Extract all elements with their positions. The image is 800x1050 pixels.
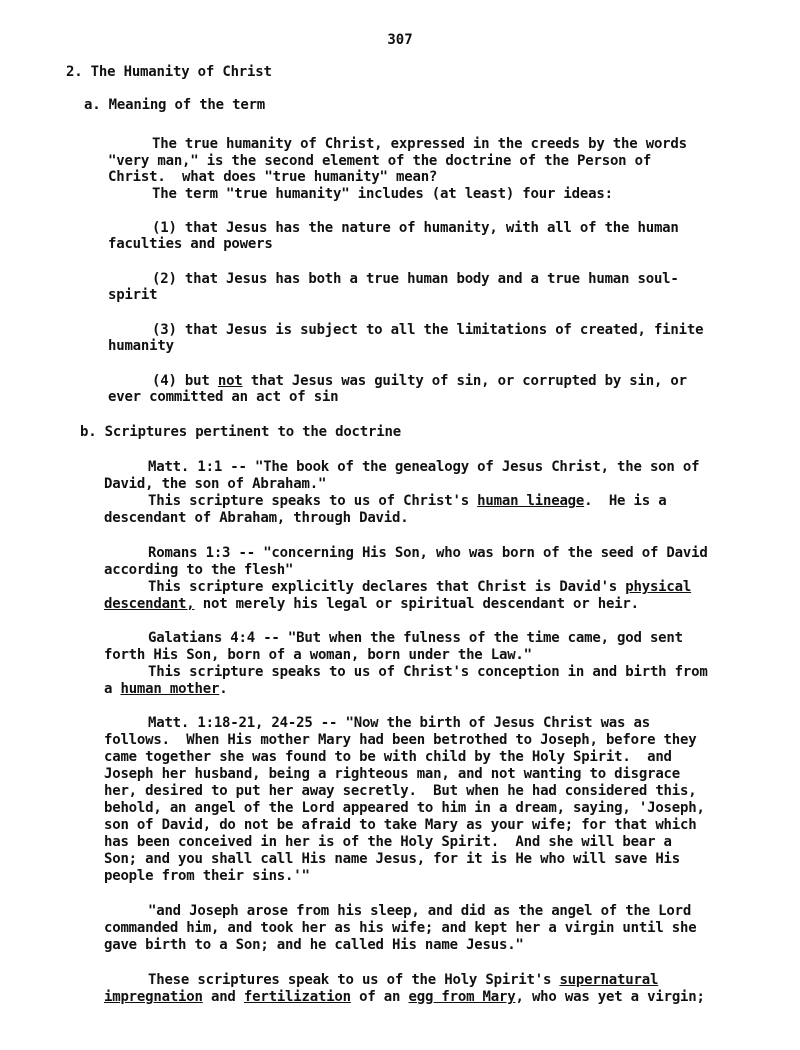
- meaning-line-4: The term "true humanity" includes (at least) four ideas:: [152, 186, 613, 202]
- matt-1-1-comment: This scripture speaks to us of Christ's: [148, 493, 478, 509]
- romans-1-3-comment-rest: not merely his legal or spiritual descendant or heir.: [194, 596, 639, 612]
- matt-1-1-line-2: David, the son of Abraham.": [104, 476, 327, 492]
- subsection-a-heading: a. Meaning of the term: [84, 97, 266, 113]
- idea-2-line-1: (2) that Jesus has both a true human body and a true human soul-: [152, 271, 679, 287]
- matt-1-24-line-2: commanded him, and took her as his wife; and kept her a virgin until she: [104, 920, 697, 936]
- underlined-fertilization: fertilization: [243, 989, 351, 1005]
- idea-2-line-2: spirit: [108, 287, 158, 303]
- meaning-line-3: Christ. what does "true humanity" mean?: [108, 169, 438, 185]
- romans-1-3-comment: This scripture explicitly declares that Christ is David's: [148, 579, 626, 595]
- idea-1-line-2: faculties and powers: [108, 236, 273, 252]
- matt-1-18-line-9: Son; and you shall call His name Jesus, for it is He who will save His: [104, 851, 681, 867]
- matt-1-18-line-8: has been conceived in her is of the Holy Spirit. And she will bear a: [104, 834, 672, 850]
- galatians-4-4-suffix: .: [219, 681, 228, 697]
- matt-1-18-line-6: behold, an angel of the Lord appeared to him in a dream, saying, 'Joseph,: [104, 800, 705, 816]
- matt-1-1-line-1: Matt. 1:1 -- "The book of the genealogy of Jesus Christ, the son of: [148, 459, 700, 475]
- matt-1-18-line-1: Matt. 1:18-21, 24-25 -- "Now the birth of Jesus Christ was as: [148, 715, 650, 731]
- galatians-4-4-line-3: This scripture speaks to us of Christ's conception in and birth from: [148, 664, 708, 680]
- romans-1-3-line-4: [104, 596, 639, 613]
- romans-1-3-line-3: [148, 579, 691, 596]
- idea-1-line-1: (1) that Jesus has the nature of humanity, with all of the human: [152, 220, 679, 236]
- matt-1-24-line-1: "and Joseph arose from his sleep, and did as the angel of the Lord: [148, 903, 692, 919]
- galatians-4-4-line-4: [104, 681, 227, 698]
- matt-1-1-line-4: descendant of Abraham, through David.: [104, 510, 409, 526]
- closing-line-2: [104, 989, 705, 1006]
- idea-4-text-rest: that Jesus was guilty of sin, or corrupted by sin, or: [242, 373, 687, 389]
- closing-and: and: [202, 989, 244, 1005]
- galatians-4-4-prefix: a: [104, 681, 121, 697]
- galatians-4-4-line-1: Galatians 4:4 -- "But when the fulness of the time came, god sent: [148, 630, 683, 646]
- idea-4-line-1: [152, 373, 687, 390]
- section-heading: 2. The Humanity of Christ: [66, 64, 272, 80]
- idea-3-line-1: (3) that Jesus is subject to all the limitations of created, finite: [152, 322, 704, 338]
- galatians-4-4-line-2: forth His Son, born of a woman, born under the Law.": [104, 647, 532, 663]
- underlined-egg-from-mary: egg from Mary: [408, 989, 516, 1005]
- matt-1-18-line-7: son of David, do not be afraid to take Mary as your wife; for that which: [104, 817, 697, 833]
- page-number: 307: [387, 32, 413, 48]
- idea-4-line-2: ever committed an act of sin: [108, 389, 339, 405]
- closing-of-an: of an: [350, 989, 409, 1005]
- idea-4-underlined-not: not: [217, 373, 243, 389]
- closing-rest: , who was yet a virgin;: [515, 989, 705, 1005]
- meaning-line-1: The true humanity of Christ, expressed in the creeds by the words: [152, 136, 687, 152]
- matt-1-18-line-3: came together she was found to be with child by the Holy Spirit. and: [104, 749, 672, 765]
- matt-1-18-line-4: Joseph her husband, being a righteous man, and not wanting to disgrace: [104, 766, 681, 782]
- subsection-b-heading: b. Scriptures pertinent to the doctrine: [80, 424, 401, 440]
- romans-1-3-line-1: Romans 1:3 -- "concerning His Son, who was born of the seed of David: [148, 545, 708, 561]
- idea-4-text: (4) but: [152, 373, 218, 389]
- matt-1-18-line-5: her, desired to put her away secretly. But when he had considered this,: [104, 783, 697, 799]
- matt-1-24-line-3: gave birth to a Son; and he called His name Jesus.": [104, 937, 524, 953]
- meaning-line-2: "very man," is the second element of the doctrine of the Person of: [108, 153, 652, 169]
- romans-1-3-line-2: according to the flesh": [104, 562, 294, 578]
- closing-text: These scriptures speak to us of the Holy Spirit's: [148, 972, 560, 988]
- matt-1-1-line-3: [148, 493, 666, 510]
- idea-3-line-2: humanity: [108, 338, 174, 354]
- underlined-physical: physical: [625, 579, 692, 595]
- matt-1-1-comment-rest: . He is a: [584, 493, 667, 509]
- underlined-impregnation: impregnation: [104, 989, 203, 1005]
- underlined-descendant: descendant,: [104, 596, 195, 612]
- underlined-supernatural: supernatural: [559, 972, 659, 988]
- underlined-human-mother: human mother: [120, 681, 220, 697]
- matt-1-18-line-2: follows. When His mother Mary had been betrothed to Joseph, before they: [104, 732, 697, 748]
- matt-1-18-line-10: people from their sins.'": [104, 868, 310, 884]
- underlined-human-lineage: human lineage: [477, 493, 585, 509]
- closing-line-1: [148, 972, 658, 989]
